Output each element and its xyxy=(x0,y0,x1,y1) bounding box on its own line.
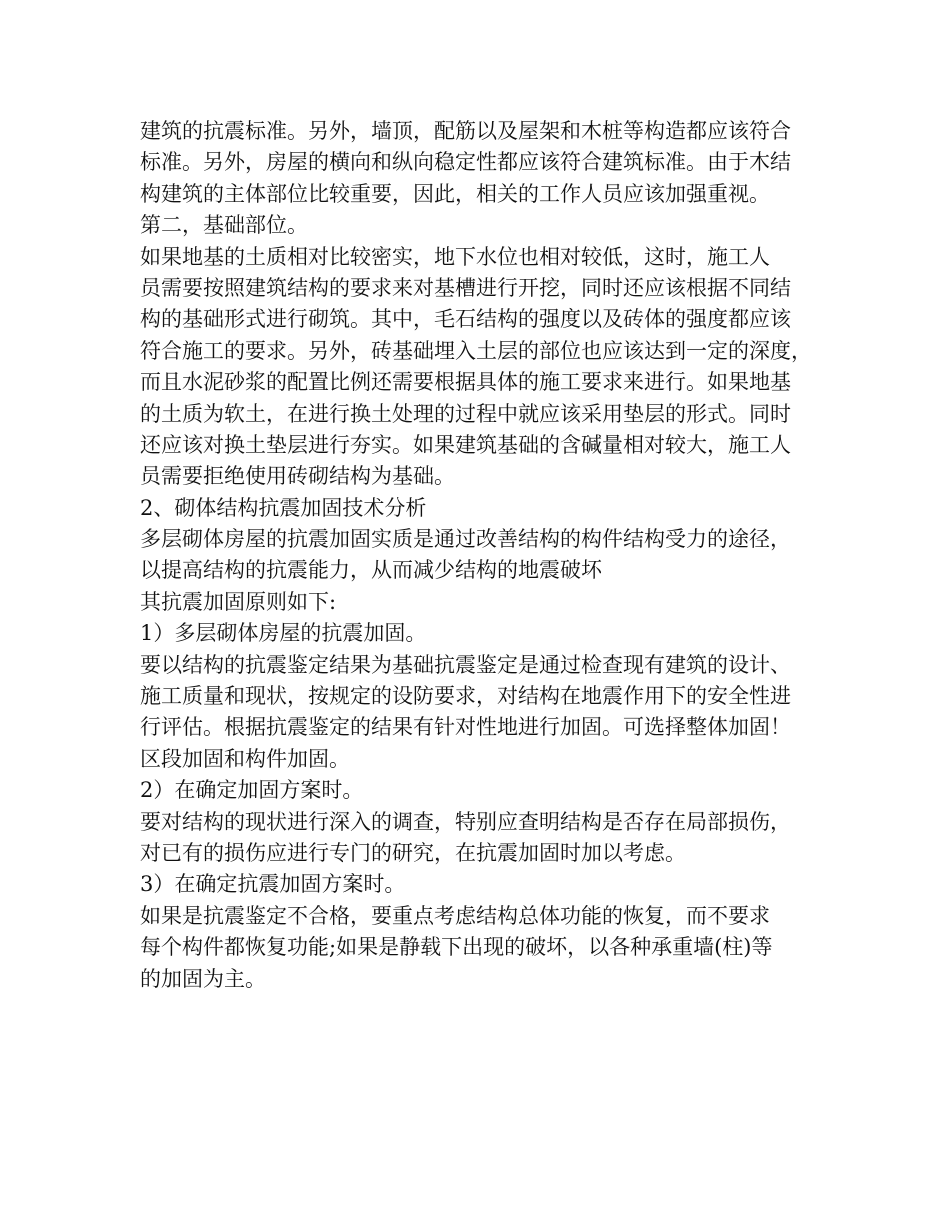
document-body-text xyxy=(140,116,840,995)
text-line: 员需要按照建筑结构的要求来对基槽进行开挖，同时还应该根据不同结 xyxy=(140,275,791,300)
text-line: 的土质为软土，在进行换土处理的过程中就应该采用垫层的形式。同时 xyxy=(140,401,791,426)
text-line: 员需要拒绝使用砖砌结构为基础。 xyxy=(140,464,455,489)
text-line: 2、砌体结构抗震加固技术分析 xyxy=(140,495,427,520)
text-line: 行评估。根据抗震鉴定的结果有针对性地进行加固。可选择整体加固！ xyxy=(140,715,791,740)
text-line: 标准。另外，房屋的横向和纵向稳定性都应该符合建筑标准。由于木结 xyxy=(140,150,791,175)
text-line: 要以结构的抗震鉴定结果为基础抗震鉴定是通过检查现有建筑的设计、 xyxy=(140,652,791,677)
text-line: 符合施工的要求。另外，砖基础埋入土层的部位也应该达到一定的深度， xyxy=(140,338,812,363)
text-line: 构建筑的主体部位比较重要，因此，相关的工作人员应该加强重视。 xyxy=(140,181,770,206)
text-line: 对已有的损伤应进行专门的研究，在抗震加固时加以考虑。 xyxy=(140,840,686,865)
text-line: 要对结构的现状进行深入的调查，特别应查明结构是否存在局部损伤， xyxy=(140,809,791,834)
text-line: 还应该对换土垫层进行夯实。如果建筑基础的含碱量相对较大，施工人 xyxy=(140,432,791,457)
text-line: 建筑的抗震标准。另外，墙顶，配筋以及屋架和木桩等构造都应该符合 xyxy=(140,119,791,143)
text-line: 构的基础形式进行砌筑。其中，毛石结构的强度以及砖体的强度都应该 xyxy=(140,307,791,332)
text-line: 其抗震加固原则如下: xyxy=(140,589,337,614)
text-line: 每个构件都恢复功能;如果是静载下出现的破坏，以各种承重墙(柱)等 xyxy=(140,935,773,960)
text-line: 1）多层砌体房屋的抗震加固。 xyxy=(140,621,427,646)
text-line: 的加固为主。 xyxy=(140,966,266,991)
text-line: 3）在确定抗震加固方案时。 xyxy=(140,872,406,897)
text-line: 以提高结构的抗震能力，从而减少结构的地震破坏 xyxy=(140,558,602,583)
text-line: 如果地基的土质相对比较密实，地下水位也相对较低，这时，施工人 xyxy=(140,244,770,269)
text-line: 2）在确定加固方案时。 xyxy=(140,778,364,803)
text-line: 如果是抗震鉴定不合格，要重点考虑结构总体功能的恢复，而不要求 xyxy=(140,903,770,928)
text-line: 第二，基础部位。 xyxy=(140,213,308,238)
text-line: 多层砌体房屋的抗震加固实质是通过改善结构的构件结构受力的途径， xyxy=(140,527,791,552)
text-line: 施工质量和现状，按规定的设防要求，对结构在地震作用下的安全性进 xyxy=(140,684,791,709)
text-line: 而且水泥砂浆的配置比例还需要根据具体的施工要求来进行。如果地基 xyxy=(140,370,791,395)
text-line: 区段加固和构件加固。 xyxy=(140,746,350,771)
